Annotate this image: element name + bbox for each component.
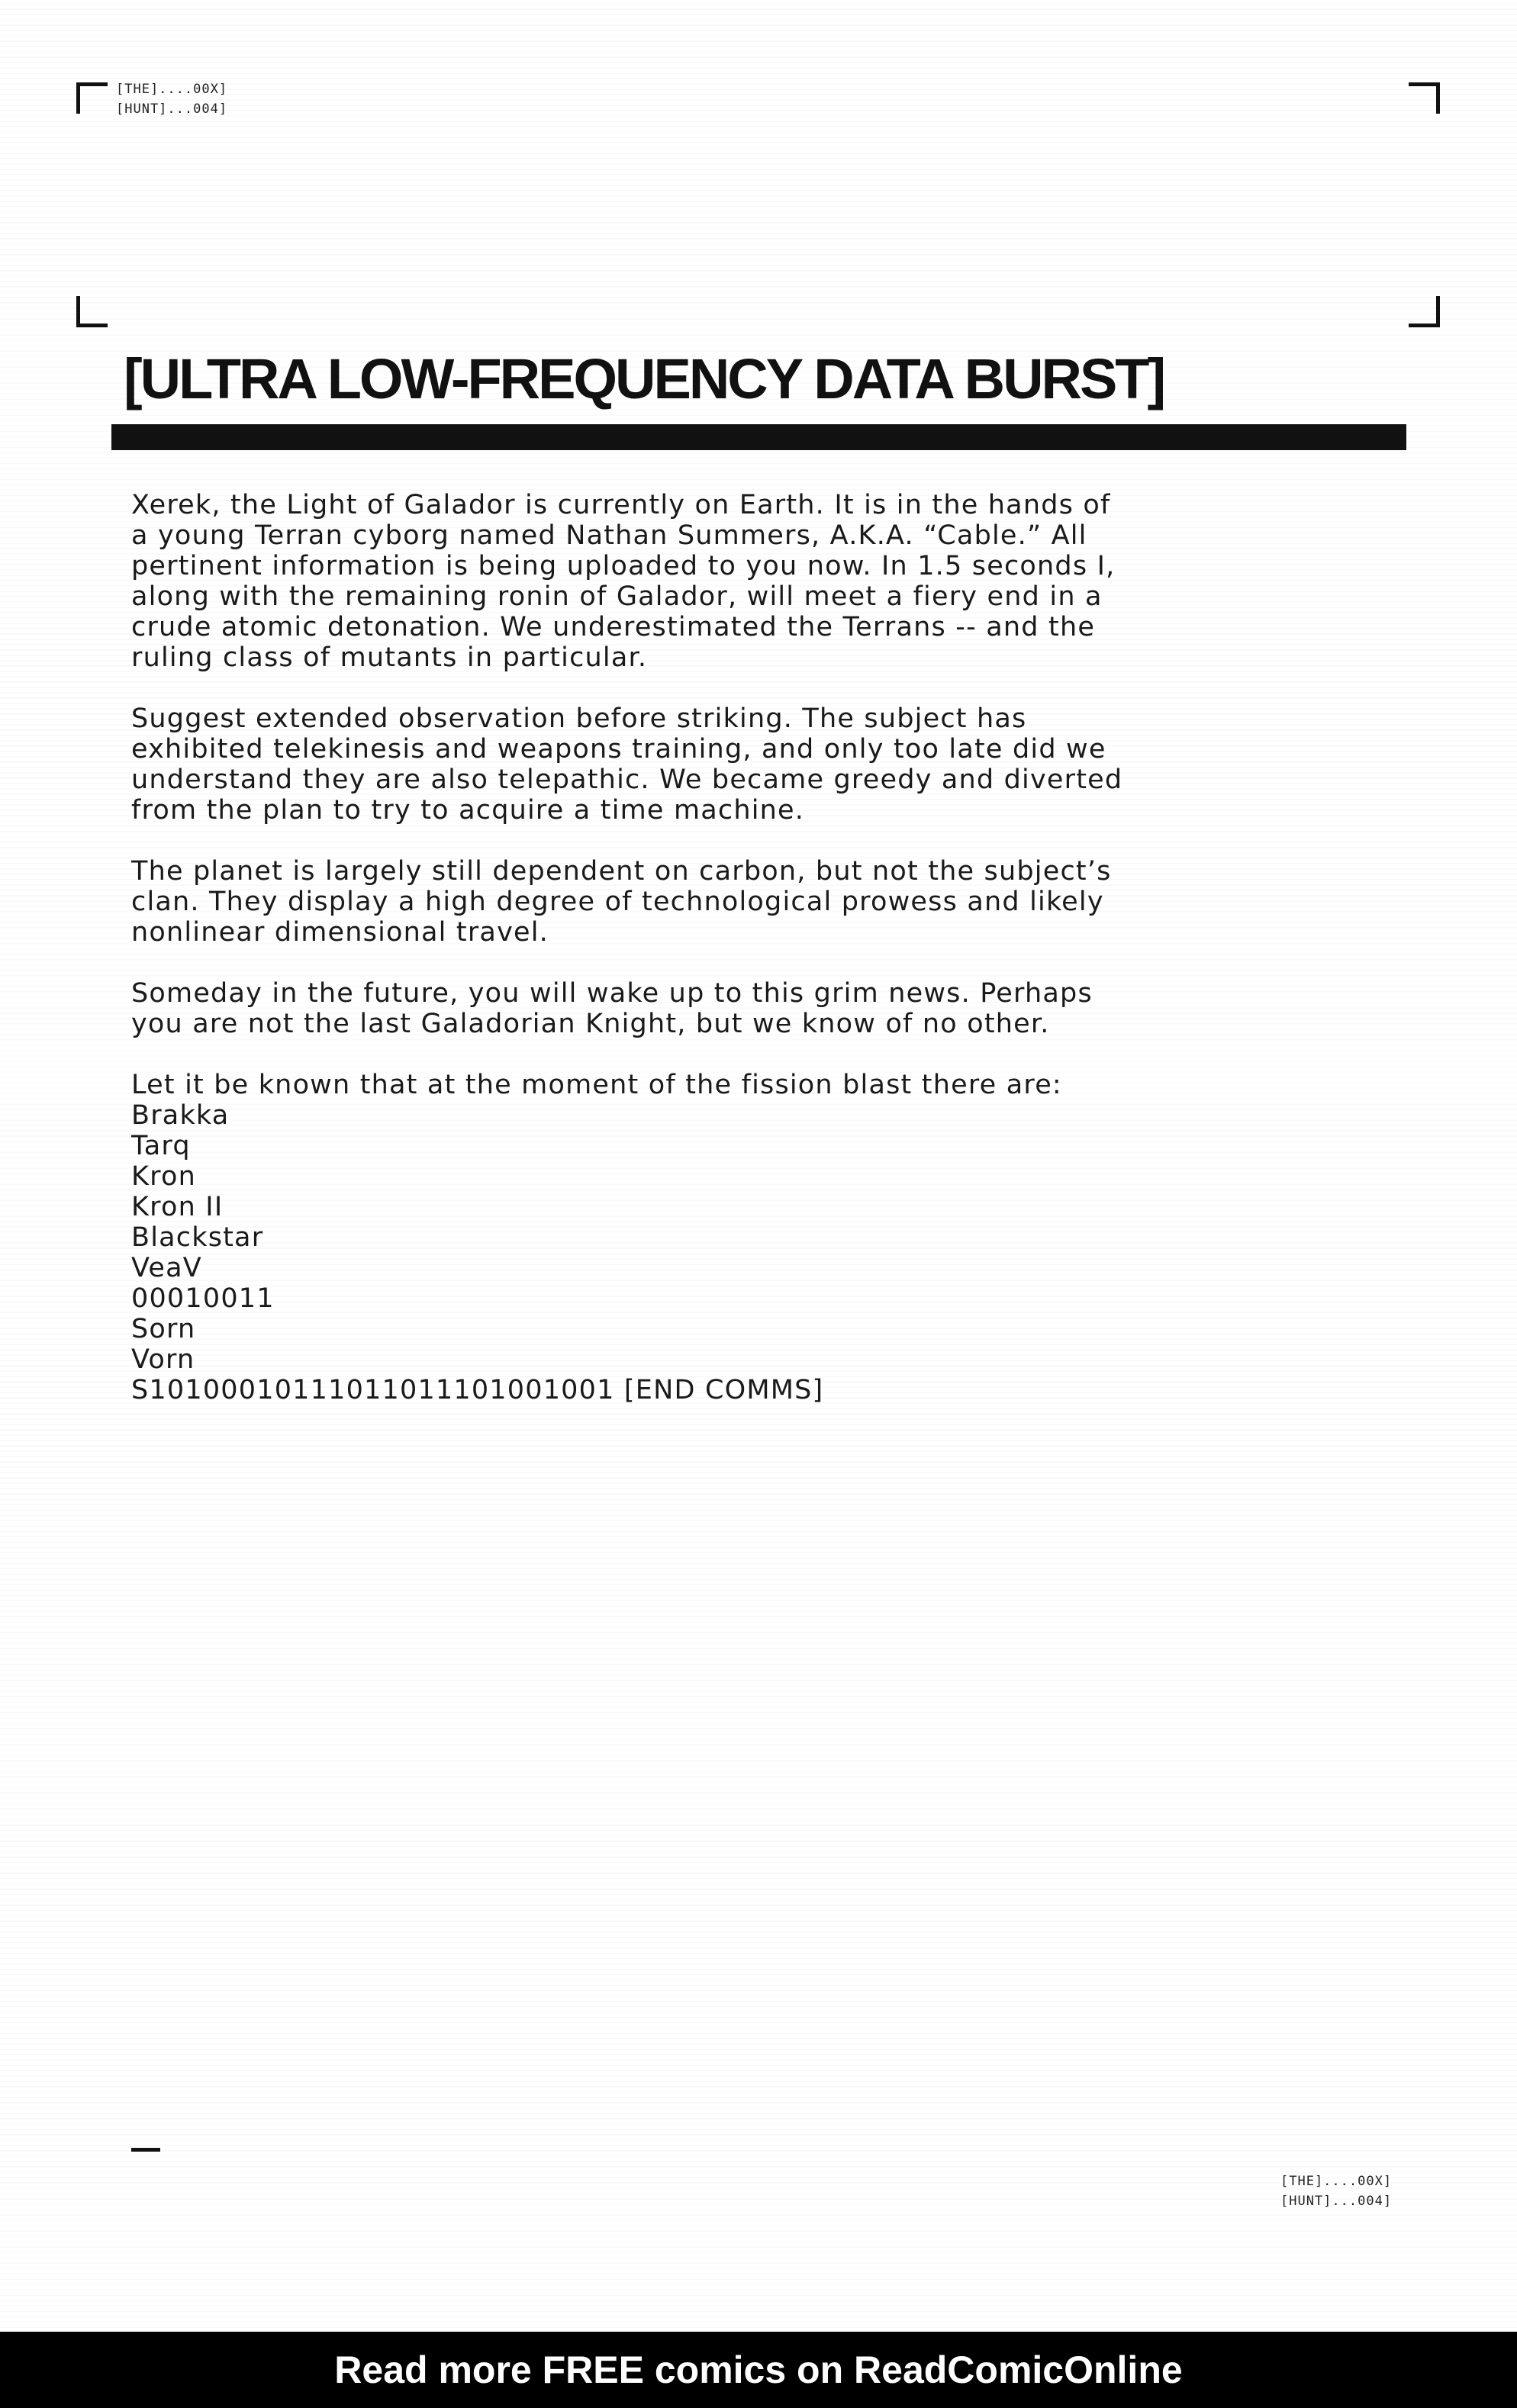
header-code-line-2: [HUNT]...004] <box>116 101 228 117</box>
roster-item: VeaV <box>131 1253 202 1283</box>
body-paragraph-2: Suggest extended observation before striking. The subject has exhibited telekinesis and weapons training, and only too late did we understand they are also telepathic. We became greedy and diverted from the plan to try to acquire a time machine. <box>131 703 1123 826</box>
roster-intro: Let it be known that at the moment of the fission blast there are: <box>131 1070 1062 1100</box>
transmission-body <box>131 490 1123 1405</box>
roster-item: Sorn <box>131 1314 196 1344</box>
roster-item: Vorn <box>131 1344 195 1375</box>
frame-corner-top-left <box>76 82 108 114</box>
page-title: [ULTRA LOW-FREQUENCY DATA BURST] <box>124 347 1164 410</box>
roster-item: Brakka <box>131 1100 230 1131</box>
frame-corner-top-right <box>1409 82 1440 114</box>
body-paragraph-3: The planet is largely still dependent on carbon, but not the subject’s clan. They display a high degree of technological prowess and likely nonlinear dimensional travel. <box>131 856 1112 948</box>
roster-item: S10100010111011011101001001 [END COMMS] <box>131 1375 824 1405</box>
footer-code-line-1: [THE]....00X] <box>1280 2174 1393 2189</box>
page-dash-mark <box>131 2148 160 2152</box>
roster-item: Kron II <box>131 1192 224 1222</box>
roster-item: 00010011 <box>131 1283 275 1314</box>
roster-item: Tarq <box>131 1131 191 1161</box>
title-underline-bar <box>111 424 1406 450</box>
read-more-banner-link[interactable]: Read more FREE comics on ReadComicOnline <box>0 2332 1517 2408</box>
header-code-line-1: [THE]....00X] <box>116 82 228 97</box>
roster-item: Blackstar <box>131 1222 264 1253</box>
roster-item: Kron <box>131 1161 196 1192</box>
header-code-label <box>116 79 227 119</box>
body-paragraph-1: Xerek, the Light of Galador is currently on Earth. It is in the hands of a young Terran cyborg named Nathan Summers, A.K.A. “Cable.” All pertinent information is being uploaded to you now. In 1.5 seconds I, along with the remaining ronin of Galador, will meet a fiery end in a crude atomic detonation. We underestimated the Terrans -- and the ruling class of mutants in particular. <box>131 490 1116 673</box>
body-paragraph-4: Someday in the future, you will wake up to this grim news. Perhaps you are not the last Galadorian Knight, but we know of no other. <box>131 978 1093 1039</box>
frame-corner-bottom-left <box>76 296 108 327</box>
footer-code-line-2: [HUNT]...004] <box>1280 2194 1393 2209</box>
frame-corner-bottom-right <box>1409 296 1440 327</box>
roster-list <box>131 1100 1123 1405</box>
footer-code-label <box>1280 2171 1392 2211</box>
